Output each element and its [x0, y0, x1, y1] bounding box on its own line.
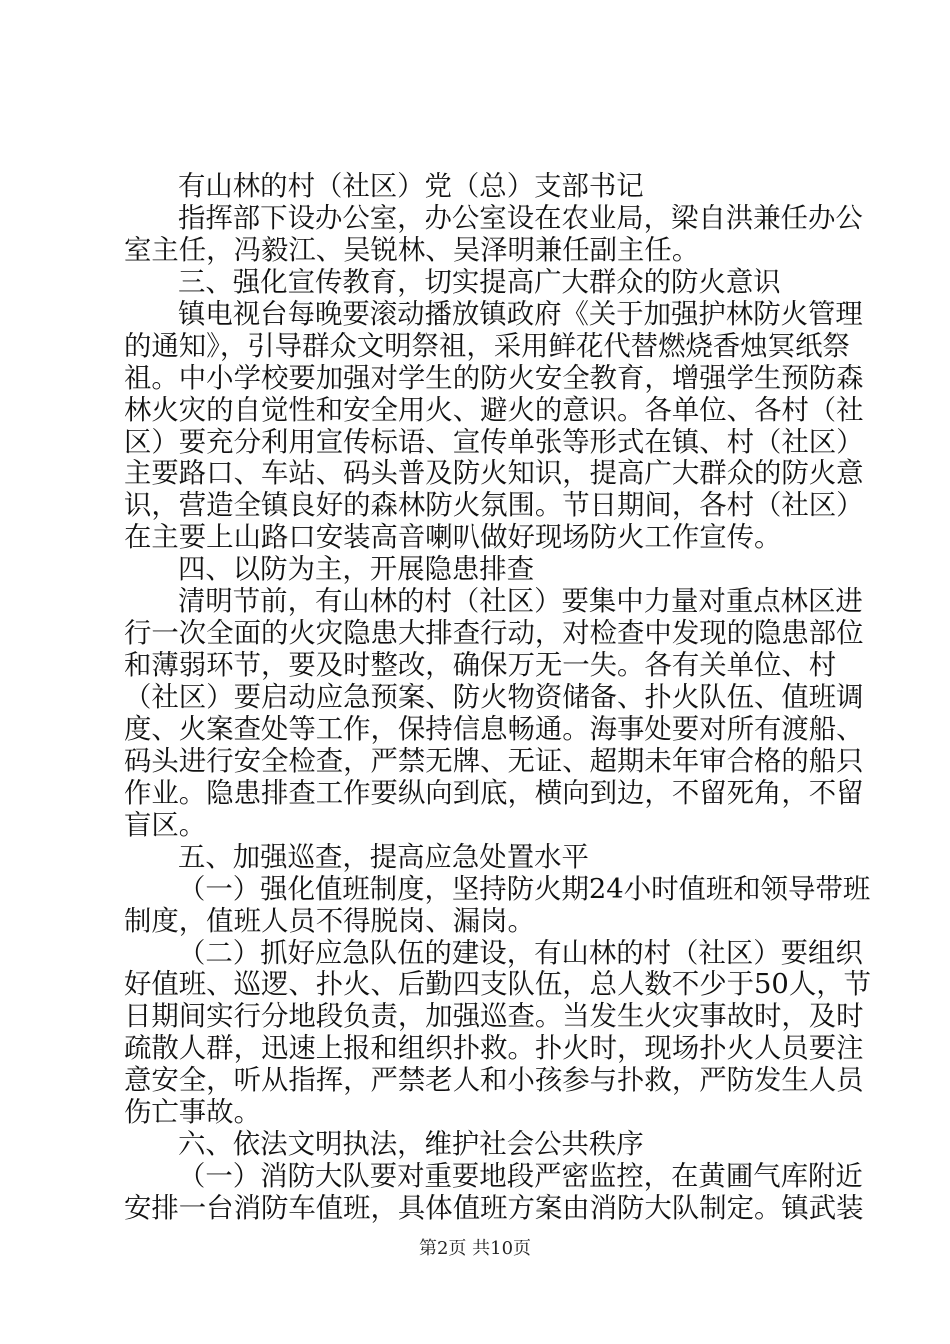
text-line: 祖。中小学校要加强对学生的防火安全教育，增强学生预防森	[124, 362, 864, 394]
text-line: 意安全，听从指挥，严禁老人和小孩参与扑救，严防发生人员	[124, 1065, 864, 1097]
text-line: 识，营造全镇良好的森林防火氛围。节日期间，各村（社区）	[124, 490, 864, 522]
section-heading: 三、强化宣传教育，切实提高广大群众的防火意识	[178, 266, 781, 298]
text-line: 区）要充分利用宣传标语、宣传单张等形式在镇、村（社区）	[124, 426, 864, 458]
text-line: 好值班、巡逻、扑火、后勤四支队伍，总人数不少于50人，节	[124, 969, 872, 1001]
text-line: 有山林的村（社区）党（总）支部书记	[178, 171, 644, 202]
page-footer: 第2页 共10页	[418, 1238, 532, 1259]
text-line: 盲区。	[124, 809, 207, 841]
text-line: 疏散人群，迅速上报和组织扑救。扑火时，现场扑火人员要注	[124, 1033, 864, 1065]
text-line: 行一次全面的火灾隐患大排查行动，对检查中发现的隐患部位	[124, 618, 864, 650]
text-line: （社区）要启动应急预案、防火物资储备、扑火队伍、值班调	[124, 682, 864, 714]
text-line: 清明节前，有山林的村（社区）要集中力量对重点林区进	[178, 586, 863, 618]
section-heading: 六、依法文明执法，维护社会公共秩序	[178, 1129, 644, 1161]
text-line: （一）强化值班制度，坚持防火期24小时值班和领导带班	[178, 873, 871, 905]
text-line: 作业。隐患排查工作要纵向到底，横向到边，不留死角，不留	[124, 777, 864, 809]
text-line: （一）消防大队要对重要地段严密监控，在黄圃气库附近	[178, 1161, 863, 1193]
text-line: 指挥部下设办公室，办公室设在农业局，梁自洪兼任办公	[178, 202, 863, 234]
text-line: 主要路口、车站、码头普及防火知识，提高广大群众的防火意	[124, 458, 864, 490]
text-line: 室主任，冯毅江、吴锐林、吴泽明兼任副主任。	[124, 234, 700, 266]
text-line: 在主要上山路口安装高音喇叭做好现场防火工作宣传。	[124, 522, 782, 554]
section-heading: 四、以防为主，开展隐患排查	[178, 554, 535, 586]
text-line: 日期间实行分地段负责，加强巡查。当发生火灾事故时，及时	[124, 1001, 864, 1033]
text-line: 林火灾的自觉性和安全用火、避火的意识。各单位、各村（社	[124, 394, 864, 426]
text-line: 和薄弱环节，要及时整改，确保万无一失。各有关单位、村	[124, 650, 837, 682]
section-heading: 五、加强巡查，提高应急处置水平	[178, 841, 589, 873]
text-line: 镇电视台每晚要滚动播放镇政府《关于加强护林防火管理	[178, 298, 863, 330]
text-line: 度、火案查处等工作，保持信息畅通。海事处要对所有渡船、	[124, 713, 864, 745]
text-line: 安排一台消防车值班，具体值班方案由消防大队制定。镇武装	[124, 1193, 864, 1225]
text-line: 的通知》，引导群众文明祭祖，采用鲜花代替燃烧香烛冥纸祭	[124, 330, 850, 362]
text-line: 码头进行安全检查，严禁无牌、无证、超期未年审合格的船只	[124, 745, 864, 777]
text-line: （二）抓好应急队伍的建设，有山林的村（社区）要组织	[178, 937, 863, 969]
text-line: 制度，值班人员不得脱岗、漏岗。	[124, 905, 535, 937]
text-line: 伤亡事故。	[124, 1097, 261, 1129]
